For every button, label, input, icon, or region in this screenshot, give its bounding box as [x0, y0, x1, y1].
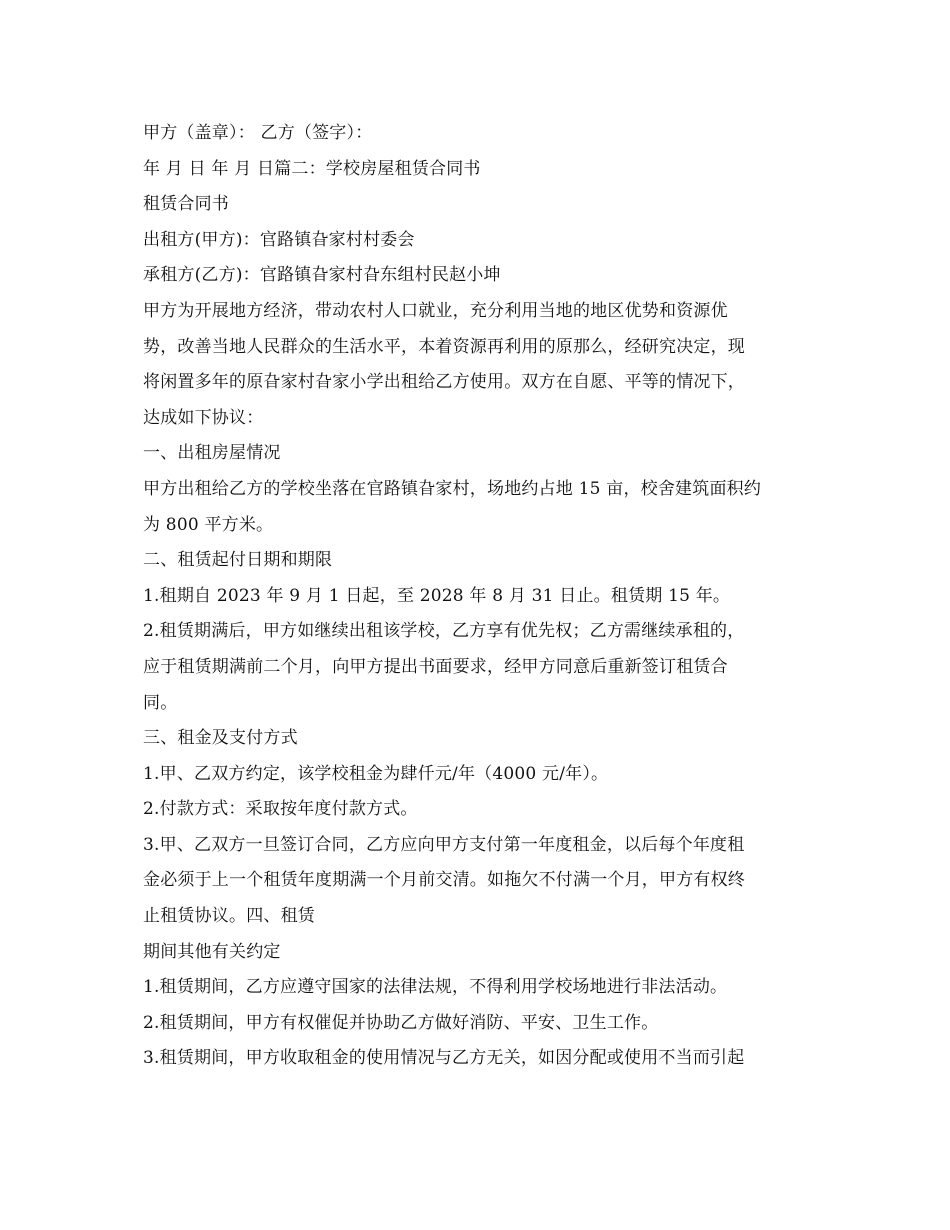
section-3-item-3: 金必须于上一个租赁年度期满一个月前交清。如拖欠不付满一个月，甲方有权终: [143, 870, 745, 891]
contract-title: 租赁合同书: [143, 194, 229, 215]
section-heading-2: 二、租赁起付日期和期限: [143, 550, 333, 571]
lessor-line: 出租方(甲方)：官路镇旮家村村委会: [143, 229, 415, 250]
section-2-item-2: 应于租赁期满前二个月，向甲方提出书面要求，经甲方同意后重新签订租赁合: [143, 656, 728, 677]
section-4-item-2: 2.租赁期间，甲方有权催促并协助乙方做好消防、平安、卫生工作。: [143, 1012, 659, 1033]
section-1-text: 为 800 平方米。: [143, 514, 274, 535]
preamble-line: 将闲置多年的原旮家村旮家小学出租给乙方使用。双方在自愿、平等的情况下，: [143, 372, 745, 393]
date-and-section-title-line: 年 月 日 年 月 日篇二：学校房屋租赁合同书: [143, 158, 481, 179]
section-3-item-2: 2.付款方式：采取按年度付款方式。: [143, 799, 418, 820]
document-body: [143, 116, 813, 1077]
section-3-item-1: 1.甲、乙双方约定，该学校租金为肆仟元/年（4000 元/年）。: [143, 763, 609, 784]
section-1-text: 甲方出租给乙方的学校坐落在官路镇旮家村，场地约占地 15 亩，校舍建筑面积约: [143, 478, 762, 499]
signature-line: 甲方（盖章）： 乙方（签字）：: [143, 123, 373, 143]
preamble-line: 甲方为开展地方经济，带动农村人口就业，充分利用当地的地区优势和资源优: [143, 300, 728, 321]
preamble-line: 势，改善当地人民群众的生活水平，本着资源再利用的原那么，经研究决定，现: [143, 336, 745, 357]
section-4-item-1: 1.租赁期间，乙方应遵守国家的法律法规，不得利用学校场地进行非法活动。: [143, 977, 728, 998]
preamble-line: 达成如下协议：: [143, 407, 264, 428]
section-heading-3: 三、租金及支付方式: [143, 728, 298, 749]
section-2-item-1: 1.租期自 2023 年 9 月 1 日起，至 2028 年 8 月 31 日止。租赁期 15 年。: [143, 585, 731, 606]
lessee-line: 承租方(乙方)：官路镇旮家村旮东组村民赵小坤: [143, 265, 501, 286]
section-3-item-3: 3.甲、乙双方一旦签订合同，乙方应向甲方支付第一年度租金，以后每个年度租: [143, 834, 745, 855]
section-heading-4: 期间其他有关约定: [143, 941, 281, 962]
section-3-item-3: 止租赁协议。四、租赁: [143, 906, 315, 927]
section-2-item-2: 同。: [143, 692, 178, 713]
section-4-item-3: 3.租赁期间，甲方收取租金的使用情况与乙方无关，如因分配或使用不当而引起: [143, 1048, 745, 1069]
section-2-item-2: 2.租赁期满后，甲方如继续出租该学校，乙方享有优先权；乙方需继续承租的，: [143, 621, 745, 642]
section-heading-1: 一、出租房屋情况: [143, 443, 281, 464]
